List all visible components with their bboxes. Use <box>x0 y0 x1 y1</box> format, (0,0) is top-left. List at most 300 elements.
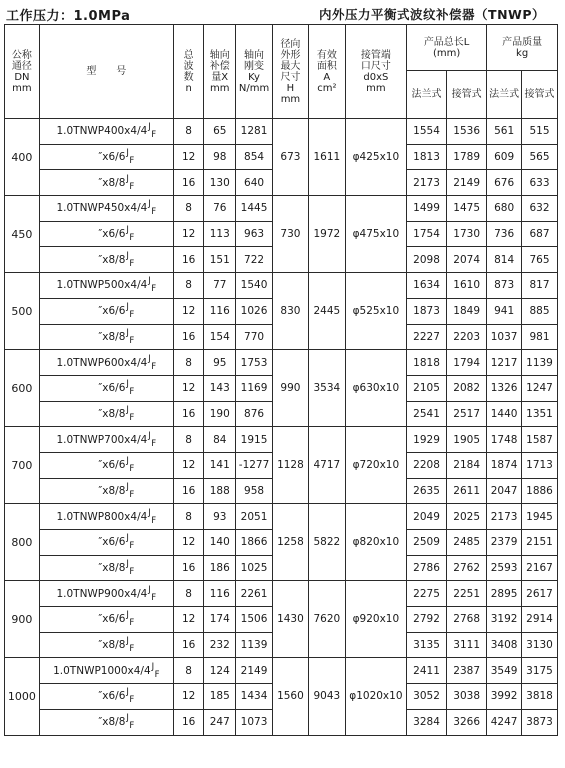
model-text: ″x6/6 <box>98 305 126 318</box>
mass-flange-cell: 1037 <box>487 324 522 350</box>
header-length <box>407 25 487 71</box>
header-line: A <box>323 71 331 83</box>
mass-weld-cell: 3818 <box>522 684 558 710</box>
waves-cell: 8 <box>173 119 204 145</box>
length-weld-cell: 1610 <box>447 273 487 299</box>
length-weld-cell: 2203 <box>447 324 487 350</box>
connection-suffix <box>126 483 134 499</box>
length-flange-cell: 3052 <box>407 684 447 710</box>
connection-suffix <box>126 149 134 165</box>
suffix-j: J <box>126 404 129 415</box>
model-text: 1.0TNWP700x4/4 <box>56 433 148 446</box>
axial-stiff-cell: 722 <box>236 247 273 273</box>
length-weld-cell: 3111 <box>447 632 487 658</box>
mass-weld-cell: 1713 <box>522 452 558 478</box>
pipe-end-cell: φ1020x10 <box>345 658 406 735</box>
header-line: 最大 <box>280 60 301 72</box>
suffix-j: J <box>126 148 129 159</box>
header-line: 外形 <box>280 49 301 61</box>
suffix-f: F <box>151 361 157 372</box>
header-mass-flange: 法兰式 <box>487 71 522 119</box>
suffix-j: J <box>148 199 151 210</box>
waves-cell: 8 <box>173 658 204 684</box>
connection-suffix <box>126 560 134 576</box>
length-weld-cell: 3266 <box>447 709 487 735</box>
length-weld-cell: 1730 <box>447 221 487 247</box>
model-cell <box>39 581 173 607</box>
mass-flange-cell: 1326 <box>487 375 522 401</box>
axial-stiff-cell: 2149 <box>236 658 273 684</box>
length-weld-cell: 2251 <box>447 581 487 607</box>
header-line: H <box>286 82 295 94</box>
suffix-f: F <box>129 541 135 552</box>
connection-suffix <box>126 303 134 319</box>
axial-stiff-cell: 1073 <box>236 709 273 735</box>
length-flange-cell: 2275 <box>407 581 447 607</box>
axial-stiff-cell: 770 <box>236 324 273 350</box>
header-line: DN <box>14 71 30 83</box>
waves-cell: 16 <box>173 401 204 427</box>
axial-stiff-cell: 1445 <box>236 196 273 222</box>
axial-stiff-cell: 1434 <box>236 684 273 710</box>
mass-weld-cell: 687 <box>522 221 558 247</box>
table-row <box>5 119 558 145</box>
axial-comp-cell: 77 <box>204 273 236 299</box>
model-cell <box>39 273 173 299</box>
model-cell <box>39 144 173 170</box>
mass-flange-cell: 3408 <box>487 632 522 658</box>
mass-weld-cell: 1945 <box>522 504 558 530</box>
model-text: ″x8/8 <box>98 716 126 729</box>
axial-comp-cell: 141 <box>204 452 236 478</box>
waves-cell: 12 <box>173 298 204 324</box>
connection-suffix <box>126 637 134 653</box>
model-cell <box>39 607 173 633</box>
suffix-j: J <box>126 225 129 236</box>
header-pipe-end <box>345 25 406 119</box>
mass-flange-cell: 814 <box>487 247 522 273</box>
suffix-f: F <box>129 721 135 732</box>
connection-suffix <box>148 200 156 216</box>
length-weld-cell: 2149 <box>447 170 487 196</box>
model-cell <box>39 196 173 222</box>
waves-cell: 16 <box>173 478 204 504</box>
header-line: 面积 <box>316 60 337 72</box>
document-title: 内外压力平衡式波纹补偿器（TNWP） <box>319 7 545 22</box>
model-text: ″x8/8 <box>98 639 126 652</box>
suffix-j: J <box>148 430 151 441</box>
suffix-f: F <box>129 567 135 578</box>
model-cell <box>39 632 173 658</box>
axial-stiff-cell: 2261 <box>236 581 273 607</box>
axial-comp-cell: 98 <box>204 144 236 170</box>
model-text: ″x6/6 <box>98 613 126 626</box>
area-cell: 3534 <box>308 350 345 427</box>
axial-stiff-cell: 963 <box>236 221 273 247</box>
model-cell <box>39 350 173 376</box>
suffix-j: J <box>126 610 129 621</box>
waves-cell: 8 <box>173 427 204 453</box>
header-axial-stiff <box>236 25 273 119</box>
area-cell: 9043 <box>308 658 345 735</box>
axial-stiff-cell: 1281 <box>236 119 273 145</box>
mass-weld-cell: 2914 <box>522 607 558 633</box>
length-weld-cell: 2387 <box>447 658 487 684</box>
axial-stiff-cell: 1506 <box>236 607 273 633</box>
mass-weld-cell: 2151 <box>522 530 558 556</box>
header-line: 量X <box>211 71 229 83</box>
working-pressure: 工作压力：1.0MPa <box>6 9 131 24</box>
mass-flange-cell: 2895 <box>487 581 522 607</box>
radial-dim-cell: 730 <box>273 196 309 273</box>
header-line: 轴向 <box>209 49 230 61</box>
suffix-f: F <box>151 438 157 449</box>
connection-suffix <box>148 509 156 525</box>
mass-weld-cell: 1587 <box>522 427 558 453</box>
axial-stiff-cell: 958 <box>236 478 273 504</box>
suffix-j: J <box>126 379 129 390</box>
suffix-j: J <box>126 559 129 570</box>
model-cell <box>39 478 173 504</box>
length-flange-cell: 2105 <box>407 375 447 401</box>
waves-cell: 16 <box>173 247 204 273</box>
length-flange-cell: 2786 <box>407 555 447 581</box>
connection-suffix <box>126 714 134 730</box>
suffix-f: F <box>151 515 157 526</box>
header-radial-dim <box>273 25 309 119</box>
length-weld-cell: 2611 <box>447 478 487 504</box>
header-line: 产品总长L <box>423 36 470 48</box>
header-line: 刚变 <box>244 60 265 72</box>
model-cell <box>39 684 173 710</box>
header-line: 总 <box>183 49 194 61</box>
connection-suffix <box>126 380 134 396</box>
model-text: ″x8/8 <box>98 253 126 266</box>
suffix-f: F <box>129 181 135 192</box>
length-weld-cell: 1789 <box>447 144 487 170</box>
header-length-weld: 接管式 <box>447 71 487 119</box>
mass-flange-cell: 3549 <box>487 658 522 684</box>
mass-flange-cell: 2173 <box>487 504 522 530</box>
waves-cell: 12 <box>173 530 204 556</box>
model-text: ″x6/6 <box>98 690 126 703</box>
length-weld-cell: 2768 <box>447 607 487 633</box>
header-line: 公称 <box>11 49 32 61</box>
length-flange-cell: 3135 <box>407 632 447 658</box>
length-flange-cell: 1813 <box>407 144 447 170</box>
model-text: ″x8/8 <box>98 330 126 343</box>
header-area <box>308 25 345 119</box>
length-flange-cell: 1499 <box>407 196 447 222</box>
waves-cell: 8 <box>173 350 204 376</box>
model-text: ″x8/8 <box>98 407 126 420</box>
suffix-f: F <box>129 695 135 706</box>
length-weld-cell: 1794 <box>447 350 487 376</box>
model-text: 1.0TNWP500x4/4 <box>56 279 148 292</box>
model-text: ″x6/6 <box>98 382 126 395</box>
axial-comp-cell: 188 <box>204 478 236 504</box>
connection-suffix <box>126 226 134 242</box>
mass-weld-cell: 981 <box>522 324 558 350</box>
header-mass <box>487 25 558 71</box>
suffix-f: F <box>154 669 160 680</box>
header-line: 口尺寸 <box>360 60 391 72</box>
dn-cell: 800 <box>5 504 40 581</box>
length-weld-cell: 2025 <box>447 504 487 530</box>
header-bar <box>0 0 565 26</box>
model-cell <box>39 298 173 324</box>
connection-suffix <box>126 688 134 704</box>
waves-cell: 8 <box>173 273 204 299</box>
suffix-j: J <box>126 481 129 492</box>
axial-comp-cell: 116 <box>204 581 236 607</box>
length-weld-cell: 2485 <box>447 530 487 556</box>
axial-comp-cell: 232 <box>204 632 236 658</box>
header-line: 接管端 <box>360 49 391 61</box>
radial-dim-cell: 830 <box>273 273 309 350</box>
header-line: 补偿 <box>209 60 230 72</box>
dn-cell: 500 <box>5 273 40 350</box>
mass-weld-cell: 515 <box>522 119 558 145</box>
header-line: n <box>185 82 192 94</box>
pipe-end-cell: φ525x10 <box>345 273 406 350</box>
header-line: 数 <box>183 71 194 83</box>
header-line: Ky <box>248 71 260 83</box>
length-flange-cell: 1929 <box>407 427 447 453</box>
mass-weld-cell: 1247 <box>522 375 558 401</box>
length-weld-cell: 2082 <box>447 375 487 401</box>
model-text: 1.0TNWP900x4/4 <box>56 587 148 600</box>
header-line: 轴向 <box>244 49 265 61</box>
length-flange-cell: 2098 <box>407 247 447 273</box>
axial-comp-cell: 76 <box>204 196 236 222</box>
axial-stiff-cell: 2051 <box>236 504 273 530</box>
suffix-j: J <box>148 507 151 518</box>
dn-cell: 450 <box>5 196 40 273</box>
model-cell <box>39 530 173 556</box>
radial-dim-cell: 1258 <box>273 504 309 581</box>
model-cell <box>39 375 173 401</box>
waves-cell: 8 <box>173 504 204 530</box>
axial-stiff-cell: 1753 <box>236 350 273 376</box>
waves-cell: 12 <box>173 144 204 170</box>
suffix-f: F <box>151 207 157 218</box>
suffix-j: J <box>126 687 129 698</box>
suffix-j: J <box>151 661 155 672</box>
waves-cell: 16 <box>173 709 204 735</box>
axial-comp-cell: 140 <box>204 530 236 556</box>
axial-stiff-cell: 1540 <box>236 273 273 299</box>
length-weld-cell: 2184 <box>447 452 487 478</box>
axial-stiff-cell: 876 <box>236 401 273 427</box>
model-text: 1.0TNWP800x4/4 <box>56 510 148 523</box>
radial-dim-cell: 1128 <box>273 427 309 504</box>
waves-cell: 16 <box>173 170 204 196</box>
model-text: 1.0TNWP450x4/4 <box>56 202 148 215</box>
axial-stiff-cell: 1866 <box>236 530 273 556</box>
header-axial-comp <box>204 25 236 119</box>
mass-flange-cell: 736 <box>487 221 522 247</box>
header-line: 径向 <box>280 38 301 50</box>
length-flange-cell: 3284 <box>407 709 447 735</box>
pipe-end-cell: φ475x10 <box>345 196 406 273</box>
length-flange-cell: 1818 <box>407 350 447 376</box>
area-cell: 5822 <box>308 504 345 581</box>
mass-weld-cell: 633 <box>522 170 558 196</box>
dn-cell: 1000 <box>5 658 40 735</box>
mass-weld-cell: 885 <box>522 298 558 324</box>
model-text: ″x6/6 <box>98 536 126 549</box>
header-dn <box>5 25 40 119</box>
length-flange-cell: 1634 <box>407 273 447 299</box>
axial-stiff-cell: 1025 <box>236 555 273 581</box>
header-line: N/mm <box>238 82 270 94</box>
length-weld-cell: 2517 <box>447 401 487 427</box>
header-line: 通径 <box>11 60 32 72</box>
mass-flange-cell: 680 <box>487 196 522 222</box>
mass-flange-cell: 1440 <box>487 401 522 427</box>
axial-comp-cell: 95 <box>204 350 236 376</box>
axial-comp-cell: 185 <box>204 684 236 710</box>
suffix-j: J <box>126 302 129 313</box>
model-cell <box>39 221 173 247</box>
axial-comp-cell: 65 <box>204 119 236 145</box>
header-line: (mm) <box>432 47 461 59</box>
axial-comp-cell: 143 <box>204 375 236 401</box>
axial-comp-cell: 247 <box>204 709 236 735</box>
suffix-j: J <box>126 250 129 261</box>
model-cell <box>39 709 173 735</box>
connection-suffix <box>148 586 156 602</box>
connection-suffix <box>126 534 134 550</box>
length-flange-cell: 1754 <box>407 221 447 247</box>
mass-flange-cell: 1874 <box>487 452 522 478</box>
axial-comp-cell: 93 <box>204 504 236 530</box>
mass-weld-cell: 1886 <box>522 478 558 504</box>
axial-comp-cell: 190 <box>204 401 236 427</box>
model-cell <box>39 555 173 581</box>
suffix-j: J <box>126 636 129 647</box>
connection-suffix <box>148 277 156 293</box>
mass-flange-cell: 2379 <box>487 530 522 556</box>
mass-weld-cell: 565 <box>522 144 558 170</box>
suffix-f: F <box>129 489 135 500</box>
length-weld-cell: 1849 <box>447 298 487 324</box>
pipe-end-cell: φ425x10 <box>345 119 406 196</box>
axial-comp-cell: 116 <box>204 298 236 324</box>
header-length-flange: 法兰式 <box>407 71 447 119</box>
waves-cell: 16 <box>173 555 204 581</box>
dn-cell: 900 <box>5 581 40 658</box>
waves-cell: 12 <box>173 452 204 478</box>
mass-flange-cell: 2047 <box>487 478 522 504</box>
axial-stiff-cell: 854 <box>236 144 273 170</box>
area-cell: 7620 <box>308 581 345 658</box>
length-flange-cell: 2509 <box>407 530 447 556</box>
header-line: 产品质量 <box>502 36 543 48</box>
suffix-f: F <box>129 335 135 346</box>
suffix-j: J <box>126 327 129 338</box>
mass-weld-cell: 632 <box>522 196 558 222</box>
header-line: d0xS <box>363 71 389 83</box>
waves-cell: 12 <box>173 221 204 247</box>
waves-cell: 12 <box>173 375 204 401</box>
waves-cell: 12 <box>173 684 204 710</box>
mass-weld-cell: 1139 <box>522 350 558 376</box>
mass-flange-cell: 561 <box>487 119 522 145</box>
radial-dim-cell: 1430 <box>273 581 309 658</box>
model-text: ″x8/8 <box>98 176 126 189</box>
axial-stiff-cell: 1915 <box>236 427 273 453</box>
header-line: mm <box>280 93 301 105</box>
length-weld-cell: 2074 <box>447 247 487 273</box>
table-row <box>5 427 558 453</box>
radial-dim-cell: 673 <box>273 119 309 196</box>
table-row <box>5 273 558 299</box>
length-flange-cell: 2792 <box>407 607 447 633</box>
connection-suffix <box>126 175 134 191</box>
model-text: 1.0TNWP400x4/4 <box>56 125 148 138</box>
connection-suffix <box>148 432 156 448</box>
model-cell <box>39 658 173 684</box>
length-weld-cell: 2762 <box>447 555 487 581</box>
mass-weld-cell: 765 <box>522 247 558 273</box>
suffix-j: J <box>126 713 129 724</box>
waves-cell: 12 <box>173 607 204 633</box>
connection-suffix <box>126 252 134 268</box>
suffix-f: F <box>129 233 135 244</box>
table-row <box>5 658 558 684</box>
suffix-f: F <box>129 310 135 321</box>
length-flange-cell: 2173 <box>407 170 447 196</box>
connection-suffix <box>152 663 160 679</box>
pipe-end-cell: φ630x10 <box>345 350 406 427</box>
dn-cell: 600 <box>5 350 40 427</box>
axial-stiff-cell: 1026 <box>236 298 273 324</box>
suffix-j: J <box>126 456 129 467</box>
table-row <box>5 196 558 222</box>
length-flange-cell: 2541 <box>407 401 447 427</box>
model-cell <box>39 324 173 350</box>
waves-cell: 8 <box>173 581 204 607</box>
suffix-j: J <box>126 533 129 544</box>
model-cell <box>39 247 173 273</box>
mass-weld-cell: 817 <box>522 273 558 299</box>
area-cell: 2445 <box>308 273 345 350</box>
model-text: ″x8/8 <box>98 562 126 575</box>
model-text: 1.0TNWP600x4/4 <box>56 356 148 369</box>
length-flange-cell: 1554 <box>407 119 447 145</box>
suffix-f: F <box>129 387 135 398</box>
model-text: ″x6/6 <box>98 228 126 241</box>
model-text: 1.0TNWP1000x4/4 <box>53 664 151 677</box>
model-text: ″x6/6 <box>98 459 126 472</box>
model-cell <box>39 504 173 530</box>
axial-comp-cell: 130 <box>204 170 236 196</box>
suffix-f: F <box>151 130 157 141</box>
mass-flange-cell: 1748 <box>487 427 522 453</box>
waves-cell: 8 <box>173 196 204 222</box>
axial-stiff-cell: 1139 <box>236 632 273 658</box>
length-flange-cell: 1873 <box>407 298 447 324</box>
header-line: mm <box>12 82 32 94</box>
connection-suffix <box>126 329 134 345</box>
model-cell <box>39 452 173 478</box>
header-waves <box>173 25 204 119</box>
pipe-end-cell: φ720x10 <box>345 427 406 504</box>
suffix-j: J <box>148 584 151 595</box>
model-cell <box>39 119 173 145</box>
